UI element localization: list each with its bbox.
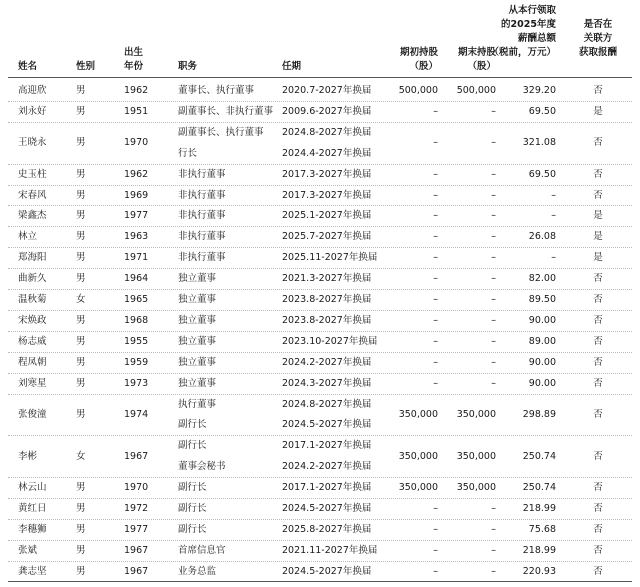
cell-start: –	[433, 169, 438, 180]
cell-name: 刘寒星	[18, 378, 47, 389]
cell-birth: 1955	[124, 336, 149, 347]
header-start-line2: （股）	[409, 61, 438, 72]
cell-term: 2024.2-2027年换届	[282, 357, 372, 368]
cell-position: 非执行董事	[178, 169, 226, 180]
cell-related: 否	[593, 137, 603, 148]
cell-gender: 男	[76, 545, 86, 556]
cell-gender: 男	[76, 315, 86, 326]
cell-pay: 69.50	[528, 106, 556, 117]
header-name: 姓名	[18, 61, 38, 72]
cell-name: 李彬	[18, 451, 38, 462]
cell-gender: 男	[76, 252, 86, 263]
cell-position: 副行长	[178, 503, 207, 514]
row-divider	[8, 122, 632, 123]
cell-name: 郑海阳	[18, 252, 47, 263]
cell-position: 独立董事	[178, 315, 217, 326]
header-related-line1: 是否在	[583, 19, 613, 30]
cell-term: 2024.4-2027年换届	[282, 148, 372, 159]
cell-start: –	[433, 524, 438, 535]
cell-term: 2009.6-2027年换届	[282, 106, 372, 117]
cell-end: –	[491, 315, 496, 326]
row-divider	[8, 373, 632, 374]
cell-related: 是	[593, 252, 603, 263]
cell-start: –	[433, 106, 438, 117]
cell-end: –	[491, 231, 496, 242]
cell-gender: 男	[76, 357, 86, 368]
cell-term: 2025.8-2027年换届	[282, 524, 372, 535]
cell-birth: 1969	[124, 190, 149, 201]
cell-end: –	[491, 545, 496, 556]
cell-term: 2017.3-2027年换届	[282, 169, 372, 180]
cell-related: 否	[593, 85, 603, 96]
cell-term: 2017.1-2027年换届	[282, 482, 372, 493]
cell-position: 副行长	[178, 419, 207, 430]
cell-related: 否	[593, 503, 603, 514]
cell-name: 温秋菊	[18, 294, 47, 305]
cell-start: –	[433, 210, 438, 221]
cell-birth: 1968	[124, 315, 149, 326]
cell-gender: 男	[76, 409, 86, 420]
cell-name: 史玉柱	[18, 169, 47, 180]
row-divider	[8, 561, 632, 562]
cell-birth: 1974	[124, 409, 149, 420]
cell-related: 否	[593, 409, 603, 420]
cell-pay: 75.68	[528, 524, 556, 535]
cell-pay: 218.99	[522, 503, 556, 514]
row-divider	[8, 477, 632, 478]
cell-name: 张斌	[18, 545, 38, 556]
header-related-line3: 获取报酬	[578, 47, 617, 58]
cell-name: 林立	[18, 231, 38, 242]
cell-gender: 男	[76, 231, 86, 242]
row-divider	[8, 519, 632, 520]
header-pay-line1: 从本行领取	[508, 5, 556, 16]
cell-position: 副行长	[178, 524, 207, 535]
row-divider	[8, 185, 632, 186]
cell-end: –	[491, 137, 496, 148]
cell-end: –	[491, 357, 496, 368]
header-gender: 性别	[76, 61, 96, 72]
cell-related: 否	[593, 451, 603, 462]
cell-term: 2024.8-2027年换届	[282, 399, 372, 410]
cell-position: 业务总监	[178, 566, 217, 577]
cell-pay: 329.20	[522, 85, 556, 96]
cell-position: 独立董事	[178, 357, 217, 368]
header-end-line1: 期末持股	[457, 47, 496, 58]
cell-start: –	[433, 357, 438, 368]
cell-position: 行长	[178, 148, 198, 159]
cell-name: 杨志威	[18, 336, 47, 347]
cell-end: 500,000	[456, 85, 496, 96]
cell-birth: 1962	[124, 85, 149, 96]
cell-end: –	[491, 210, 496, 221]
header-end-line2: （股）	[467, 61, 496, 72]
cell-pay: 26.08	[528, 231, 556, 242]
cell-name: 张俊潼	[18, 409, 47, 420]
cell-start: 350,000	[398, 482, 438, 493]
row-divider	[8, 268, 632, 269]
cell-end: –	[491, 336, 496, 347]
cell-related: 否	[593, 336, 603, 347]
cell-position: 副董事长、执行董事	[178, 127, 264, 138]
cell-start: –	[433, 336, 438, 347]
cell-related: 否	[593, 273, 603, 284]
cell-start: –	[433, 273, 438, 284]
header-birth-line2: 年份	[124, 61, 144, 72]
cell-related: 否	[593, 545, 603, 556]
cell-gender: 男	[76, 210, 86, 221]
cell-pay: 90.00	[528, 378, 556, 389]
cell-term: 2024.5-2027年换届	[282, 503, 372, 514]
cell-term: 2025.1-2027年换届	[282, 210, 372, 221]
cell-end: –	[491, 524, 496, 535]
cell-birth: 1967	[124, 545, 149, 556]
header-divider	[8, 77, 632, 78]
cell-pay: 298.89	[522, 409, 556, 420]
cell-pay: 89.50	[528, 294, 556, 305]
cell-position: 非执行董事	[178, 190, 226, 201]
cell-related: 是	[593, 231, 603, 242]
cell-birth: 1962	[124, 169, 149, 180]
table-bottom-border	[8, 581, 632, 582]
row-divider	[8, 435, 632, 436]
cell-birth: 1963	[124, 231, 149, 242]
cell-term: 2023.8-2027年换届	[282, 294, 372, 305]
cell-start: –	[433, 545, 438, 556]
cell-gender: 男	[76, 106, 86, 117]
cell-end: –	[491, 294, 496, 305]
row-divider	[8, 310, 632, 311]
cell-pay: 250.74	[522, 451, 556, 462]
cell-birth: 1951	[124, 106, 149, 117]
cell-name: 王晓永	[18, 137, 47, 148]
cell-birth: 1965	[124, 294, 149, 305]
header-position: 职务	[178, 61, 198, 72]
cell-gender: 男	[76, 378, 86, 389]
row-divider	[8, 164, 632, 165]
cell-name: 程凤朝	[18, 357, 47, 368]
cell-name: 刘永好	[18, 106, 47, 117]
cell-name: 龚志坚	[18, 566, 47, 577]
row-divider	[8, 498, 632, 499]
cell-name: 李穗狮	[18, 524, 47, 535]
cell-name: 宋焕政	[18, 315, 47, 326]
cell-name: 宋春风	[18, 190, 47, 201]
cell-position: 独立董事	[178, 273, 217, 284]
cell-end: 350,000	[456, 482, 496, 493]
cell-birth: 1967	[124, 566, 149, 577]
cell-related: 否	[593, 169, 603, 180]
cell-start: 350,000	[398, 409, 438, 420]
cell-pay: –	[551, 252, 556, 263]
cell-term: 2020.7-2027年换届	[282, 85, 372, 96]
cell-term: 2023.10-2027年换届	[282, 336, 378, 347]
cell-position: 执行董事	[178, 399, 217, 410]
cell-term: 2021.11-2027年换届	[282, 545, 378, 556]
header-pay-line2: 的2025年度	[501, 19, 556, 30]
cell-birth: 1970	[124, 137, 149, 148]
row-divider	[8, 540, 632, 541]
header-related-line2: 关联方	[583, 33, 613, 44]
cell-pay: 250.74	[522, 482, 556, 493]
cell-pay: 89.00	[528, 336, 556, 347]
cell-position: 副行长	[178, 482, 207, 493]
cell-related: 否	[593, 524, 603, 535]
cell-end: –	[491, 378, 496, 389]
cell-term: 2024.8-2027年换届	[282, 127, 372, 138]
cell-position: 非执行董事	[178, 210, 226, 221]
cell-position: 董事会秘书	[178, 461, 226, 472]
cell-term: 2024.2-2027年换届	[282, 461, 372, 472]
cell-gender: 男	[76, 273, 86, 284]
cell-birth: 1970	[124, 482, 149, 493]
row-divider	[8, 331, 632, 332]
cell-start: –	[433, 294, 438, 305]
row-divider	[8, 394, 632, 395]
cell-gender: 男	[76, 503, 86, 514]
cell-start: –	[433, 315, 438, 326]
cell-gender: 男	[76, 524, 86, 535]
cell-term: 2021.3-2027年换届	[282, 273, 372, 284]
cell-position: 副行长	[178, 440, 207, 451]
cell-birth: 1973	[124, 378, 149, 389]
cell-pay: –	[551, 190, 556, 201]
cell-pay: 321.08	[522, 137, 556, 148]
cell-end: –	[491, 566, 496, 577]
cell-position: 独立董事	[178, 378, 217, 389]
cell-start: 500,000	[398, 85, 438, 96]
cell-gender: 男	[76, 85, 86, 96]
cell-gender: 女	[76, 294, 86, 305]
cell-related: 否	[593, 315, 603, 326]
cell-gender: 男	[76, 169, 86, 180]
cell-start: –	[433, 378, 438, 389]
cell-birth: 1967	[124, 451, 149, 462]
cell-start: –	[433, 231, 438, 242]
cell-end: 350,000	[456, 451, 496, 462]
cell-gender: 男	[76, 566, 86, 577]
header-birth-line1: 出生	[124, 47, 144, 58]
row-divider	[8, 289, 632, 290]
cell-start: –	[433, 252, 438, 263]
cell-position: 董事长、执行董事	[178, 85, 255, 96]
cell-birth: 1959	[124, 357, 149, 368]
cell-related: 否	[593, 482, 603, 493]
cell-pay: 69.50	[528, 169, 556, 180]
cell-end: –	[491, 252, 496, 263]
cell-term: 2023.8-2027年换届	[282, 315, 372, 326]
cell-end: –	[491, 503, 496, 514]
cell-pay: 218.99	[522, 545, 556, 556]
cell-name: 黄红日	[18, 503, 47, 514]
cell-start: 350,000	[398, 451, 438, 462]
cell-position: 独立董事	[178, 294, 217, 305]
cell-related: 否	[593, 566, 603, 577]
cell-start: –	[433, 137, 438, 148]
cell-birth: 1964	[124, 273, 149, 284]
cell-related: 是	[593, 106, 603, 117]
header-start-line1: 期初持股	[399, 47, 438, 58]
cell-position: 独立董事	[178, 336, 217, 347]
cell-position: 副董事长、非执行董事	[178, 106, 274, 117]
cell-related: 否	[593, 190, 603, 201]
cell-term: 2024.3-2027年换届	[282, 378, 372, 389]
cell-name: 曲新久	[18, 273, 47, 284]
header-pay-line3: 薪酬总额	[517, 33, 556, 44]
cell-term: 2024.5-2027年换届	[282, 566, 372, 577]
cell-pay: –	[551, 210, 556, 221]
cell-related: 否	[593, 294, 603, 305]
cell-name: 林云山	[18, 482, 47, 493]
cell-term: 2025.11-2027年换届	[282, 252, 378, 263]
row-divider	[8, 101, 632, 102]
cell-name: 梁鑫杰	[18, 210, 47, 221]
header-term: 任期	[282, 61, 302, 72]
cell-start: –	[433, 503, 438, 514]
cell-gender: 男	[76, 482, 86, 493]
row-divider	[8, 205, 632, 206]
cell-pay: 220.93	[522, 566, 556, 577]
cell-birth: 1977	[124, 524, 149, 535]
cell-name: 高迎欣	[18, 85, 47, 96]
cell-gender: 女	[76, 451, 86, 462]
row-divider	[8, 226, 632, 227]
row-divider	[8, 247, 632, 248]
row-divider	[8, 352, 632, 353]
cell-end: –	[491, 273, 496, 284]
cell-birth: 1977	[124, 210, 149, 221]
cell-birth: 1971	[124, 252, 149, 263]
cell-gender: 男	[76, 336, 86, 347]
cell-pay: 90.00	[528, 315, 556, 326]
cell-end: –	[491, 169, 496, 180]
cell-end: –	[491, 106, 496, 117]
cell-start: –	[433, 566, 438, 577]
cell-end: 350,000	[456, 409, 496, 420]
cell-related: 是	[593, 210, 603, 221]
cell-related: 否	[593, 357, 603, 368]
cell-start: –	[433, 190, 438, 201]
cell-end: –	[491, 190, 496, 201]
cell-term: 2017.1-2027年换届	[282, 440, 372, 451]
cell-position: 首席信息官	[178, 545, 226, 556]
cell-term: 2017.3-2027年换届	[282, 190, 372, 201]
cell-position: 非执行董事	[178, 231, 226, 242]
cell-birth: 1972	[124, 503, 149, 514]
header-pay-line4: （税前，万元）	[489, 47, 556, 58]
cell-term: 2024.5-2027年换届	[282, 419, 372, 430]
cell-gender: 男	[76, 190, 86, 201]
cell-related: 否	[593, 378, 603, 389]
cell-gender: 男	[76, 137, 86, 148]
cell-pay: 90.00	[528, 357, 556, 368]
cell-pay: 82.00	[528, 273, 556, 284]
cell-position: 非执行董事	[178, 252, 226, 263]
cell-term: 2025.7-2027年换届	[282, 231, 372, 242]
